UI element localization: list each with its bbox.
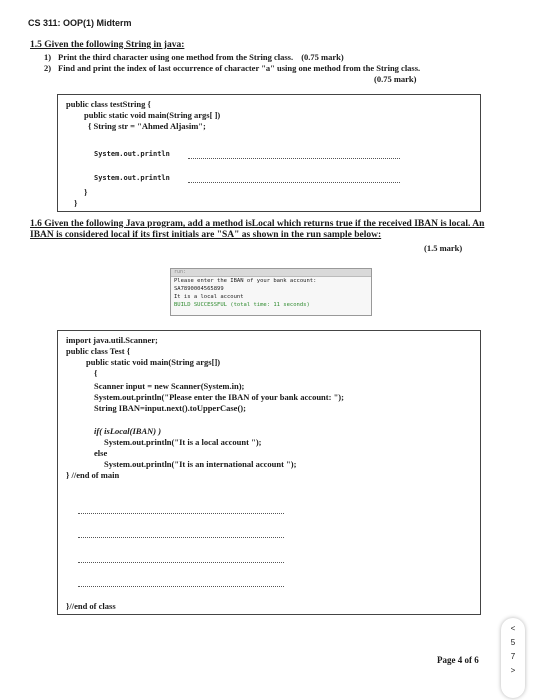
answer-blank [78,513,284,514]
code-line: System.out.println("It is a local account "); [104,437,262,447]
item-text: Find and print the index of last occurrence of character "a" using one method from the String class. [58,63,421,73]
current-page: 5 [510,638,516,647]
answer-blank [78,537,284,538]
code-line: System.out.println [94,174,170,182]
code-line: } [74,198,78,208]
code-line: } [84,187,88,197]
code-line: System.out.println("Please enter the IBAN of your bank account: "); [94,392,344,402]
code-line: public static void main(String args[ ]) [84,110,221,120]
page-number: Page 4 of 6 [437,655,479,665]
code-line: public static void main(String args[]) [86,357,221,367]
run-line: Please enter the IBAN of your bank account: [174,278,317,284]
code-line: Scanner input = new Scanner(System.in); [94,381,245,391]
answer-blank [188,158,400,159]
question-1-5-title: 1.5 Given the following String in java: [30,40,185,50]
code-line: import java.util.Scanner; [66,335,158,345]
run-line: SA7890004565899 [174,286,224,292]
question-1-6-title: 1.6 Given the following Java program, add a method isLocal which returns true if the received IBAN is local. An IBAN is considered local if its first initials are "SA" as shown in the run sample below: [30,219,485,240]
run-line: It is a local account [174,294,244,300]
question-1-5-item-2-mark: (0.75 mark) [374,74,417,84]
code-line: public class testString { [66,99,151,109]
code-line: if( isLocal(IBAN) ) [94,426,162,436]
item-text: Print the third character using one method from the String class. [58,52,294,62]
run-header: run: [171,269,371,277]
total-pages: 7 [510,652,516,661]
code-line: { [94,368,98,378]
page-navigator [501,618,525,698]
answer-blank [78,586,284,587]
code-line: public class Test { [66,346,131,356]
answer-blank [188,182,400,183]
code-line: { String str = "Ahmed Aljasim"; [88,121,206,131]
item-number: 1) [44,52,52,62]
code-line: }//end of class [66,601,116,611]
code-line: System.out.println("It is an international account "); [104,459,297,469]
prev-page-button[interactable]: < [510,624,516,633]
code-box-1-5 [57,94,481,212]
course-header: CS 311: OOP(1) Midterm [28,18,132,28]
answer-blank [78,562,284,563]
run-line: BUILD SUCCESSFUL (total time: 11 seconds) [174,302,310,308]
question-1-6-mark: (1.5 mark) [424,243,463,253]
next-page-button[interactable]: > [510,666,516,675]
question-1-5-item-2 [44,63,484,73]
question-1-5-item-1 [44,52,484,62]
item-mark: (0.75 mark) [301,52,344,62]
item-number: 2) [44,63,52,73]
code-line: String IBAN=input.next().toUpperCase(); [94,403,246,413]
code-line: else [94,448,108,458]
run-sample [170,268,372,316]
code-box-1-6 [57,330,481,615]
code-line: } //end of main [66,470,120,480]
code-line: System.out.println [94,150,170,158]
